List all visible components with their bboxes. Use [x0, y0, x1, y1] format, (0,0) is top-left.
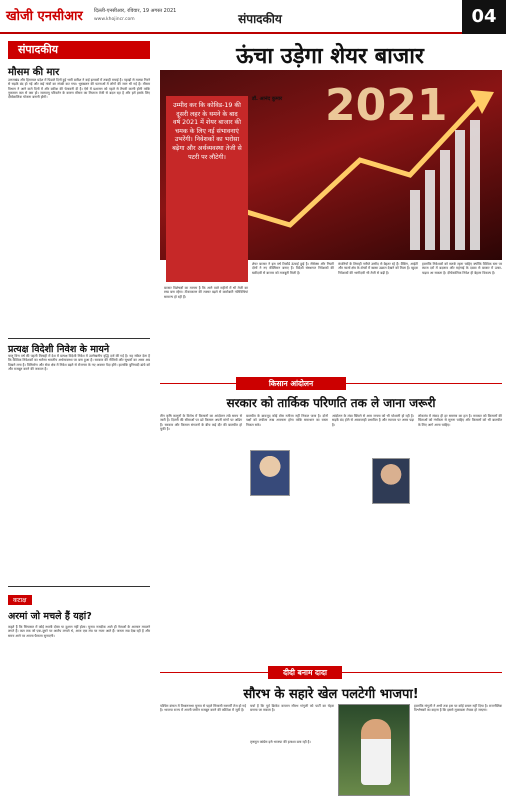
- bengal-brief: तृणमूल कांग्रेस इसे भाजपा की हताशा बता रही है।: [250, 740, 311, 744]
- weather-headline: मौसम की मार: [8, 67, 60, 78]
- bengal-headline: सौरभ के सहारे खेल पलटेगी भाजपा!: [243, 687, 419, 702]
- lead-column-3: कंपनियों के तिमाही नतीजे उम्मीद से बेहतर रहे हैं। बैंकिंग, आईटी और फार्मा क्षेत्र के शेयरों में खासा उछाल देखने को मिला है। खुदरा निवेशकों की भागीदारी भी तेजी से बढ़ी है।: [338, 262, 418, 275]
- farmers-column-4: लोकतंत्र में संवाद ही हर समस्या का हल है। सरकार को किसानों की चिंताओं को गंभीरता से सुनना चाहिए और किसानों को भी बातचीत के लिए आगे आना चाहिए।: [418, 414, 502, 427]
- farmers-column-2: बातचीत के बावजूद कोई ठोस नतीजा नहीं निकल पाया है। दोनों पक्षों को लचीला रुख अपनाना होगा ताकि समाधान का रास्ता निकल सके।: [246, 414, 328, 427]
- fdi-headline: प्रत्यक्ष विदेशी निवेश के मायने: [8, 338, 150, 355]
- bengal-column-2: चर्चा है कि पूर्व क्रिकेट कप्तान सौरभ गांगुली को पार्टी का चेहरा बनाया जा सकता है।: [250, 704, 334, 713]
- person-figure: [361, 719, 391, 785]
- website-line: www.khojincr.com: [94, 17, 135, 22]
- lead-column-4: हालांकि निवेशकों को सतर्क रहना चाहिए क्योंकि वैश्विक स्तर पर ब्याज दरों में बदलाव और महंगाई के दबाव से बाजार में उतार-चढ़ाव आ सकता है। दीर्घकालिक निवेश ही बेहतर विकल्प है।: [422, 262, 502, 275]
- lead-column-2: शेयर बाजार ने इस वर्ष रिकॉर्ड ऊंचाई छुई है। सेंसेक्स और निफ्टी दोनों ने नए कीर्तिमान बनाए हैं। विदेशी संस्थागत निवेशकों की खरीदारी से बाजार को मजबूती मिली है।: [252, 262, 334, 275]
- newspaper-brand: खोजी एनसीआर: [6, 9, 83, 24]
- author-photo: [250, 450, 290, 496]
- cricketer-photo: [338, 704, 410, 796]
- farmers-column-3: आंदोलन के लंबा खिंचने से आम जनता को भी परेशानी हो रही है। सड़कें बंद होने से आवाजाही प्रभावित है और व्यापार पर असर पड़ा है।: [332, 414, 414, 427]
- lead-byline: डॉ. आनंद कुमार: [252, 96, 283, 102]
- satire-headline: अरमां जो मचले हैं यहां?: [8, 611, 92, 622]
- fdi-article: चालू वित्त वर्ष की पहली तिमाही में देश में प्रत्यक्ष विदेशी निवेश में उल्लेखनीय वृद्धि दर्ज की गई है। यह संकेत देता है कि वैश्विक निवेशकों का भरोसा भारतीय अर्थव्यवस्था पर बना हुआ है। सरकार की नीतियों और सुधारों का असर अब दिखने लगा है। विनिर्माण और सेवा क्षेत्र में निवेश बढ़ने से रोजगार के नए अवसर पैदा होंगे। हालांकि बुनियादी ढांचे को और मजबूत करने की जरूरत है।: [8, 354, 150, 371]
- date-line: दिल्ली-एनसीआर, रविवार, 19 अगस्त 2021: [94, 8, 177, 14]
- farmers-kicker: किसान आंदोलन: [236, 377, 346, 390]
- farmers-column-1: तीन कृषि कानूनों के विरोध में किसानों का आंदोलन लंबे समय से जारी है। दिल्ली की सीमाओं पर डटे किसान अपनी मांगों पर अडिग हैं। सरकार और किसान संगठनों के बीच कई दौर की बातचीत हो चुकी है।: [160, 414, 242, 431]
- satire-article: कहते हैं कि सियासत में कोई स्थायी दोस्त या दुश्मन नहीं होता। चुनाव नजदीक आते ही नेताओं के अरमान मचलने लगते हैं। कल तक जो एक-दूसरे पर आरोप लगाते थे, आज एक मंच पर नजर आते हैं। जनता सब देख रही है और समय आने पर अपना फैसला सुनाएगी।: [8, 625, 150, 638]
- section-title: संपादकीय: [238, 12, 282, 26]
- bengal-column-3: हालांकि गांगुली ने अभी तक इस पर कोई बयान नहीं दिया है। राजनीतिक विश्लेषकों का कहना है कि इससे मुकाबला रोचक हो जाएगा।: [414, 704, 502, 713]
- lead-headline: ऊंचा उड़ेगा शेयर बाजार: [236, 44, 424, 69]
- pull-quote: उम्मीद कर कि कोविड-19 की दूसरी लहर के थमने के बाद वर्ष 2021 में शेयर बाजार की चमक के लिए नई संभावनाएं उभरेंगी। निवेशकों का भरोसा बढ़ेगा और अर्थव्यवस्था तेजी से पटरी पर लौटेगी।: [166, 96, 248, 282]
- editorial-label: संपादकीय: [8, 41, 150, 59]
- bengal-kicker: दीदी बनाम दादा: [268, 666, 342, 679]
- bengal-column-1: पश्चिम बंगाल में विधानसभा चुनाव से पहले सियासी सरगर्मी तेज हो गई है। भाजपा राज्य में अपनी जमीन मजबूत करने की कोशिश में जुटी है।: [160, 704, 246, 713]
- satire-kicker: कटाक्ष: [8, 595, 32, 605]
- farmers-headline: सरकार को तार्किक परिणति तक ले जाना जरूरी: [226, 396, 436, 410]
- hero-year-text: 2021: [325, 80, 448, 131]
- weather-article: उत्तराखंड और हिमाचल प्रदेश में पिछले दिनों हुई भारी बारिश ने कई इलाकों में तबाही मचाई है। पहाड़ों से मलबा गिरने से सड़कें बंद हो गईं और कई गांवों का संपर्क कट गया। भूस्खलन की घटनाओं में लोगों की जान भी गई है। मौसम विभाग ने आने वाले दिनों में और बारिश की चेतावनी दी है। ऐसे में प्रशासन को पहले से तैयारी करनी होगी ताकि नुकसान कम से कम हो। जलवायु परिवर्तन के कारण मौसम का मिजाज तेजी से बदल रहा है और हमें इसके लिए दीर्घकालिक योजना बनानी होगी।: [8, 78, 150, 100]
- satire-column: [8, 586, 150, 795]
- farmer-leader-photo: [372, 458, 410, 504]
- lead-column-1: बाजार विशेषज्ञों का मानना है कि आने वाले महीनों में भी तेजी का रुख बना रहेगा। टीकाकरण की रफ्तार बढ़ने से कारोबारी गतिविधियां सामान्य हो रही हैं।: [164, 286, 248, 299]
- masthead: [0, 0, 506, 34]
- page-number: 04: [462, 0, 506, 34]
